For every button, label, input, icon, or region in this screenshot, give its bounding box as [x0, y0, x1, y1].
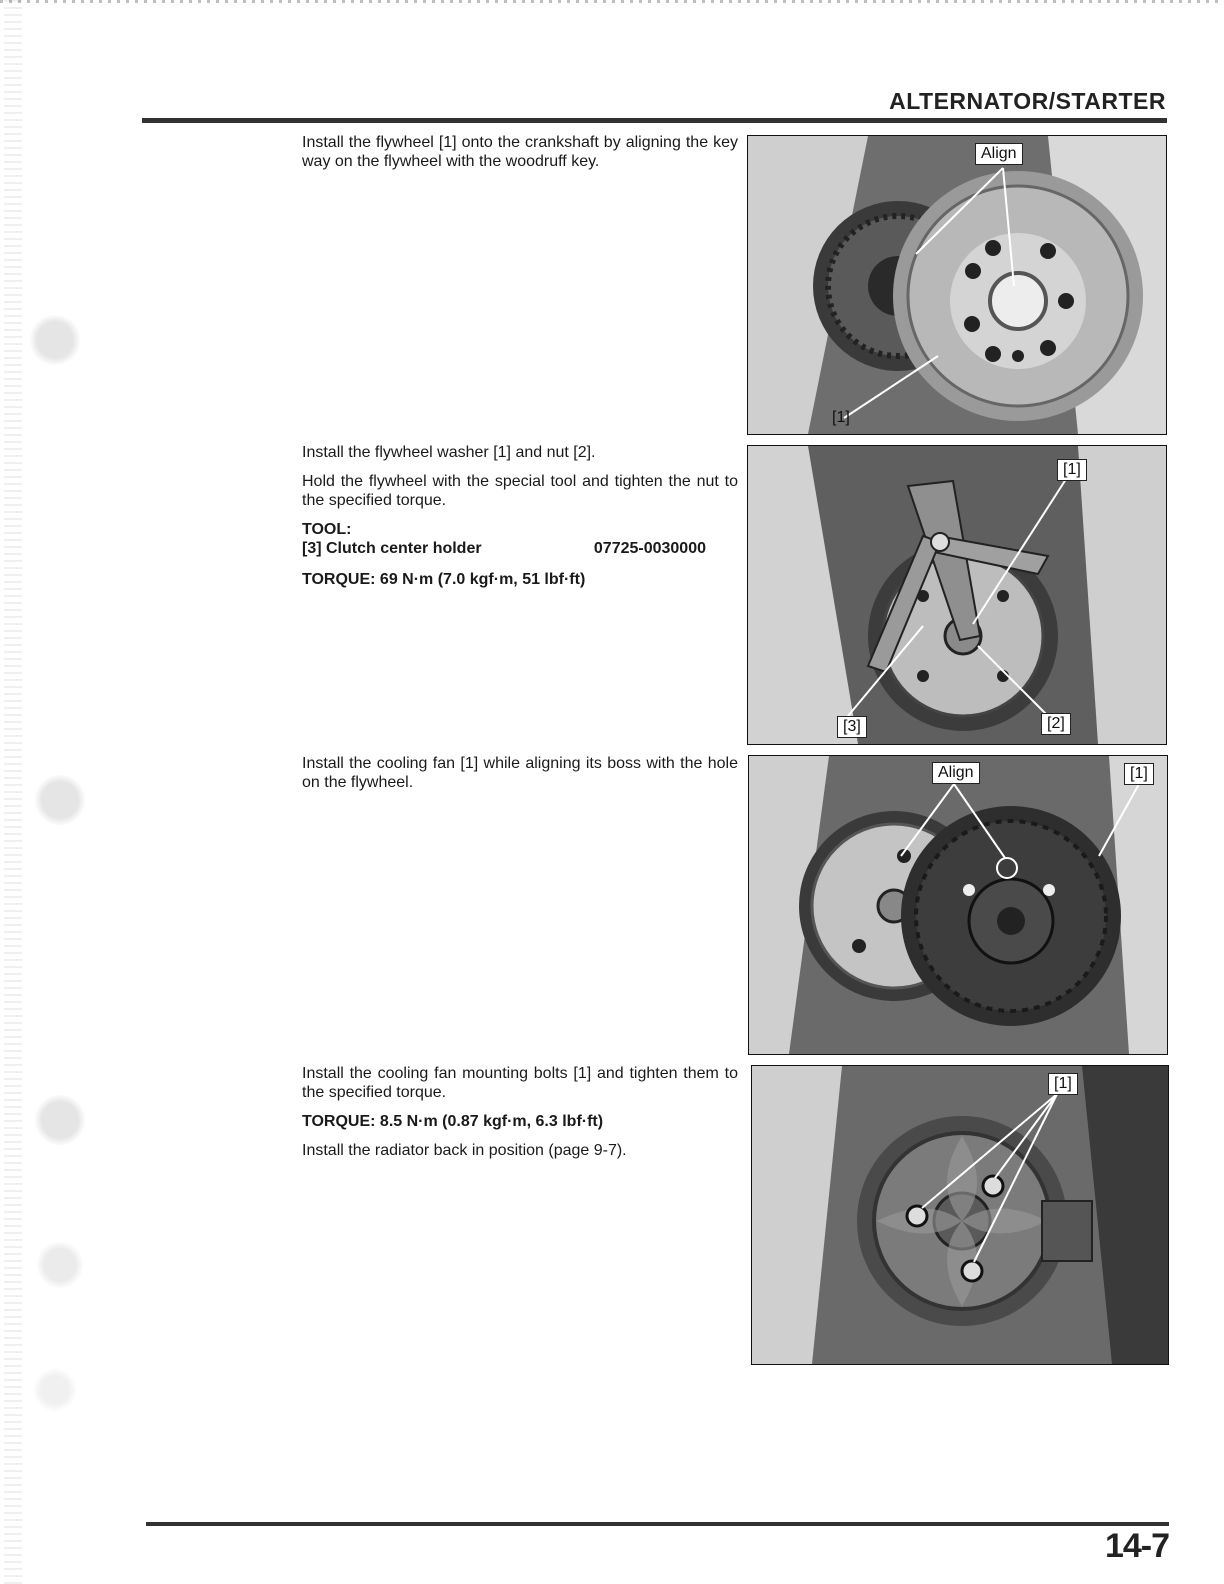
scan-margin-artifact — [0, 0, 95, 1584]
step-install-fan-bolts — [302, 1064, 738, 1170]
tool-heading: TOOL: — [302, 521, 352, 538]
flywheel-photo-illustration — [748, 136, 1166, 434]
holder-tool-photo-illustration — [748, 446, 1166, 744]
label-callout-1: [1] — [1057, 459, 1087, 481]
page-number: 14-7 — [1104, 1527, 1169, 1565]
label-callout-1: [1] — [1048, 1073, 1078, 1095]
label-callout-2: [2] — [1041, 713, 1071, 735]
cooling-fan-photo-illustration — [749, 756, 1167, 1054]
tool-row — [302, 539, 738, 558]
header-rule — [142, 118, 1167, 123]
torque-spec: TORQUE: 69 N·m (7.0 kgf·m, 51 lbf·ft) — [302, 571, 586, 588]
tool-name: [3] Clutch center holder — [302, 540, 482, 557]
step-text: Install the flywheel washer [1] and nut [2]. — [302, 444, 596, 461]
step-text: Install the radiator back in position (page 9-7). — [302, 1142, 627, 1159]
label-callout-3: [3] — [837, 716, 867, 738]
label-align: Align — [975, 143, 1023, 165]
tool-number: 07725-0030000 — [593, 540, 706, 557]
footer-rule — [146, 1522, 1169, 1526]
fan-bolts-photo-illustration — [752, 1066, 1168, 1364]
step-install-flywheel — [302, 133, 738, 181]
step-install-cooling-fan — [302, 754, 738, 802]
step-install-washer-nut — [302, 443, 738, 589]
scan-top-edge — [0, 0, 1224, 3]
step-text: Install the cooling fan mounting bolts [1] and tighten them to the specified torque. — [302, 1065, 738, 1101]
step-text: Hold the flywheel with the special tool and tighten the nut to the specified torque. — [302, 473, 738, 509]
torque-spec: TORQUE: 8.5 N·m (0.87 kgf·m, 6.3 lbf·ft) — [302, 1113, 604, 1130]
step-text: Install the flywheel [1] onto the crankshaft by aligning the key way on the flywheel with the woodruff key. — [302, 134, 738, 170]
label-align: Align — [932, 762, 980, 784]
label-callout-1: [1] — [1124, 763, 1154, 785]
photo-flywheel-nut-torque — [747, 445, 1167, 745]
photo-cooling-fan-align — [748, 755, 1168, 1055]
photo-flywheel-install — [747, 135, 1167, 435]
step-text: Install the cooling fan [1] while aligning its boss with the hole on the flywheel. — [302, 755, 738, 791]
photo-fan-mounting-bolts — [751, 1065, 1169, 1365]
section-title: ALTERNATOR/STARTER — [889, 88, 1166, 114]
label-callout-1: [1] — [832, 409, 850, 426]
